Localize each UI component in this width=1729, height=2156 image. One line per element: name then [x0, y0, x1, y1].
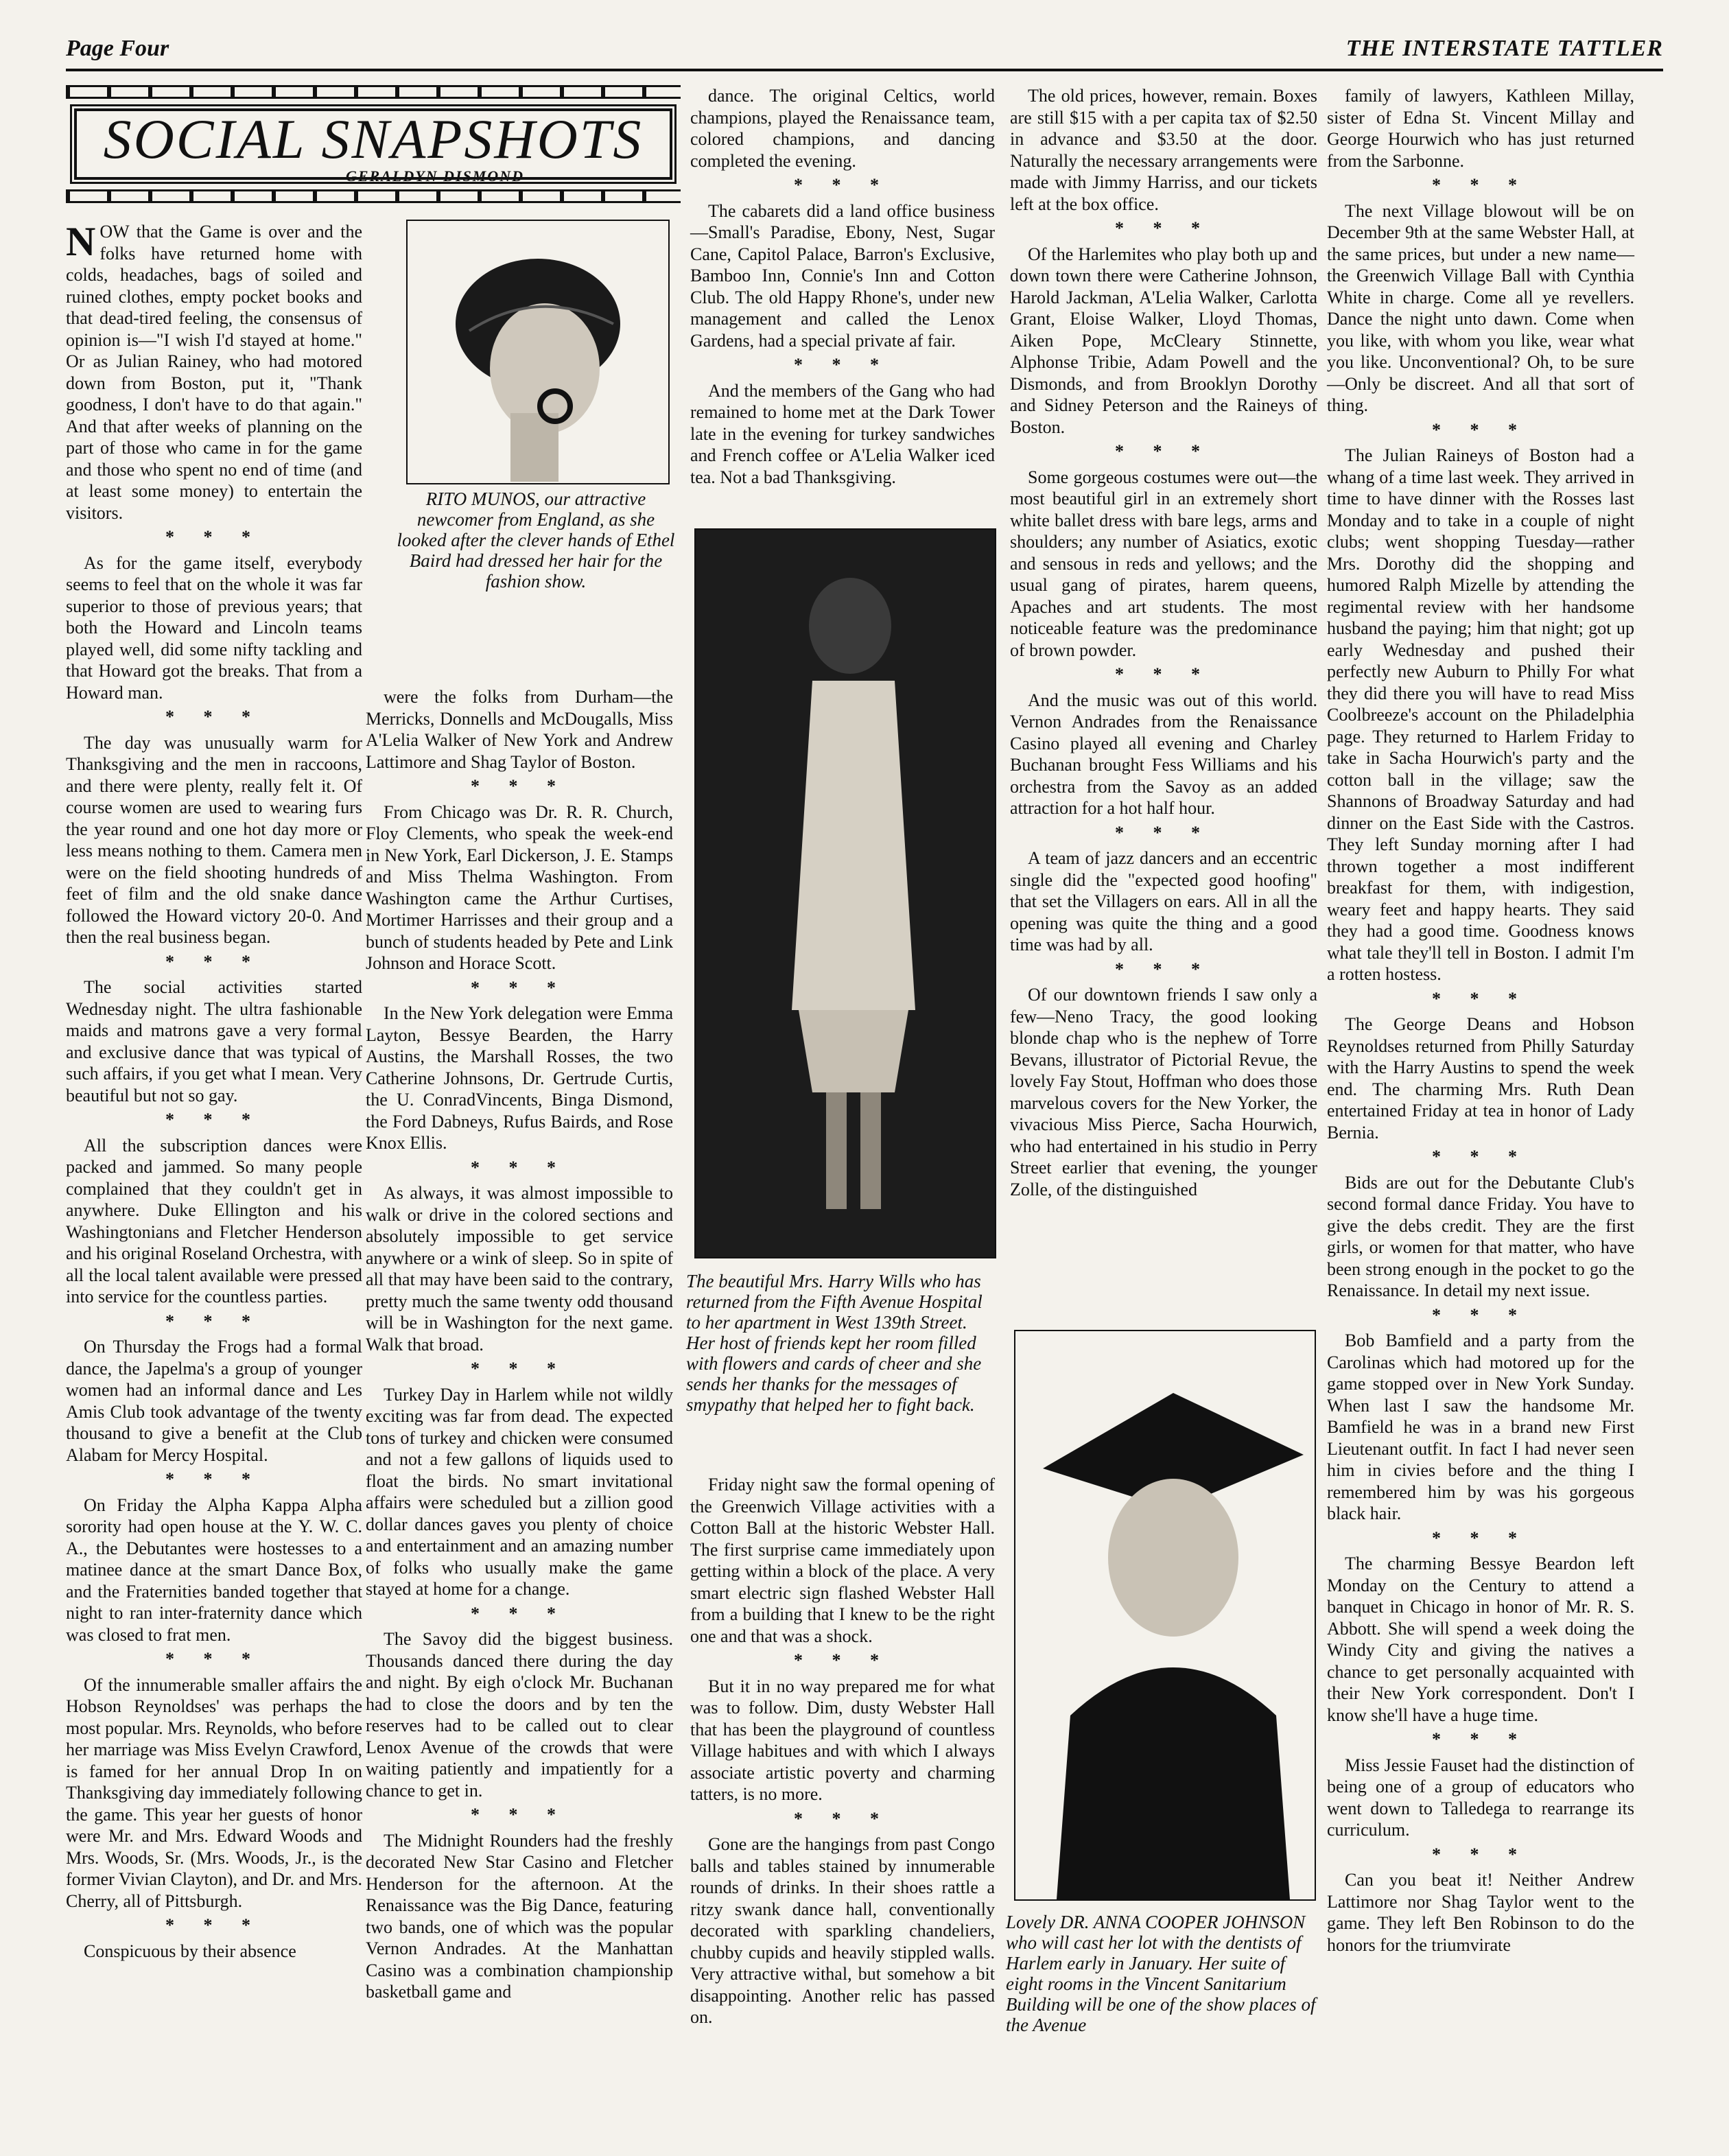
article-paragraph: On Thursday the Frogs had a formal dance, the Japelma's a group of younger women had an informal dance and Les Amis Club took advantage of the twenty thousand to give a benefit at the Club Alabam for Mercy Hospital. — [66, 1337, 362, 1465]
article-paragraph: Bob Bamfield and a party from the Carolinas which had motored up for the game stopped over in New York Sunday. When last I saw the handsome Mr. Bamfield he was in a brand new First Lieutenant outfit. In fact I had never seen him in civies before and the thing I remembered him by was his gorgeous black hair. — [1327, 1331, 1634, 1523]
article-paragraph: The social activities started Wednesday night. The ultra fashionable maids and matrons gave a very formal and exclusive dance that was typical of such affairs, if you get what I mean. Very beautiful but not so gay. — [66, 977, 362, 1105]
article-paragraph: family of lawyers, Kathleen Millay, sister of Edna St. Vincent Millay and George Hourwich who has just returned from the Sarbonne. — [1327, 86, 1634, 171]
caption-rito-munos: RITO MUNOS, our attractive newcomer from England, as she looked after the clever hands of Ethel Baird had dressed her hair for the fashion show. — [397, 489, 675, 591]
photo-anna-cooper-johnson — [1014, 1330, 1316, 1901]
article-paragraph: Of our downtown friends I saw only a few—Neno Tracy, the good looking blonde chap who is the nephew of Torre Bevans, illustrator of Pictorial Revue, the lovely Fay Stout, Hoffman who does those marvelous covers for the New Yorker, the vivacious Miss Pierce, Sacha Hourwich, who had entertained in his studio in Perry Street earlier that evening, the younger Zolle, of the distinguished — [1010, 985, 1317, 1199]
portrait-illustration — [408, 221, 668, 483]
article-paragraph: Miss Jessie Fauset had the distinction of being one of a group of educators who went down to Talledega to rearrange its curriculum. — [1327, 1755, 1634, 1840]
article-column-5 — [1327, 85, 1634, 2102]
article-paragraph: As for the game itself, everybody seems to feel that on the whole it was far superior to those of previous years; that both the Howard and Lincoln teams played well, did some nifty tackling and that Howard got the breaks. That from a Howard man. — [66, 552, 362, 703]
column-title: SOCIAL SNAPSHOTS — [103, 108, 644, 170]
section-separator: * * * — [471, 1157, 568, 1177]
section-separator: * * * — [1115, 959, 1212, 979]
section-separator: * * * — [1432, 1527, 1529, 1548]
article-paragraph: And the members of the Gang who had remained to home met at the Dark Tower late in the evening for turkey sandwiches and French coffee or A'Lelia Walker iced tea. Not a bad Thanksgiving. — [690, 380, 995, 487]
article-column-3-bottom — [690, 1474, 995, 2105]
article-paragraph: Can you beat it! Neither Andrew Lattimore nor Shag Taylor went to the game. They left Ben Robinson to do the honors for the triumvirate — [1327, 1870, 1634, 1955]
article-column-3-top — [690, 85, 995, 511]
article-column-2 — [366, 686, 673, 2100]
article-paragraph: Friday night saw the formal opening of the Greenwich Village activities with a Cotton Ball at the historic Webster Hall. The first surprise came immediately upon getting within a block of the place. A very smart electric sign flashed Webster Hall from a building that I knew to be the right one and that was a shock. — [690, 1475, 995, 1646]
section-separator: * * * — [794, 175, 891, 195]
article-paragraph: Turkey Day in Harlem while not wildly exciting was far from dead. The expected tons of turkey and chicken were consumed and not a few gallons of liquids used to float the birds. No smart invitational affairs were scheduled but a zillion good dollar dances gaves you plenty of choice and entertainment and an amazing number of folks who usually make the game stayed at home for a change. — [366, 1384, 673, 1599]
caption-anna-cooper-johnson: Lovely DR. ANNA COOPER JOHNSON who will cast her lot with the dentists of Harlem early in January. Her suite of eight rooms in the Vincent Sanitarium Building will be one of the show places of the Avenue — [1006, 1912, 1316, 2035]
section-separator: * * * — [165, 1469, 263, 1489]
photo-rito-munos — [406, 220, 670, 484]
article-paragraph: From Chicago was Dr. R. R. Church, Floy Clements, who speak the week-end in New York, Earl Dickerson, J. E. Stamps and Miss Thelma Washington. From Washington came the Arthur Curtises, Mortimer Harrisses and their group and a bunch of students headed by Pete and Link Johnson and Horace Scott. — [366, 801, 673, 973]
section-separator: * * * — [165, 1915, 263, 1935]
article-paragraph: The Savoy did the biggest business. Thousands danced there during the day and night. By eigh o'clock Mr. Buchanan had to close the doors and by ten the reserves had to be called out to clear Lenox Avenue of the crowds that were waiting patiently and impatiently for a chance to get in. — [366, 1629, 673, 1801]
page-header — [66, 36, 1663, 63]
article-paragraph: All the subscription dances were packed and jammed. So many people complained that they couldn't get in anywhere. Duke Ellington and his Washingtonians and Fletcher Henderson and his original Roseland Orchestra, with all the local talent available were pressed into service for the countless parties. — [66, 1135, 362, 1307]
article-paragraph: were the folks from Durham—the Merricks, Donnells and McDougalls, Miss A'Lelia Walker of New York and Andrew Lattimore and Shag Taylor of Boston. — [366, 687, 673, 772]
article-paragraph: The day was unusually warm for Thanksgiving and the men in raccoons, and there were plenty, really felt it. Of course women are used to wearing furs the year round and one hot day more or less means nothing to them. Camera men were on the field shooting hundreds of feet of film and the old snake dance followed the Howard victory 20-0. And then the real business began. — [66, 732, 362, 947]
section-separator: * * * — [794, 1650, 891, 1670]
section-separator: * * * — [1432, 1147, 1529, 1167]
section-separator: * * * — [1432, 1844, 1529, 1864]
article-paragraph: On Friday the Alpha Kappa Alpha sorority had open house at the Y. W. C. A., the Debutantes were hostesses to a matinee dance at the smart Dance Box, and the Fraternities banded together that night to ran inter-fraternity dance which was closed to frat men. — [66, 1495, 362, 1645]
lead-text: OW that the Game is over and the folks have returned home with colds, headaches, bags of soiled and ruined clothes, empty pocket books and that dead-tired feeling, the consensus of opinion is—"I wish I'd stayed at home." Or as Julian Rainey, who had motored down from Boston, put it, "Thank goodness, I don't have to do that again." And that after weeks of planning on the part of those who came in for the game and those who spent no end of time (and at least some money) to entertain the visitors. — [66, 222, 362, 523]
byline: GERALDYN DISMOND — [346, 167, 524, 185]
drop-cap: N — [66, 219, 96, 264]
section-separator: * * * — [1432, 988, 1529, 1009]
section-separator: * * * — [794, 1808, 891, 1829]
ornament-bottom — [66, 189, 681, 203]
section-separator: * * * — [165, 707, 263, 727]
section-separator: * * * — [471, 1805, 568, 1825]
section-separator: * * * — [1115, 218, 1212, 238]
column-masthead — [66, 85, 681, 202]
section-separator: * * * — [794, 355, 891, 375]
article-paragraph: And the music was out of this world. Vernon Andrades from the Renaissance Casino played all evening and Charley Buchanan brought Fess Williams and his orchestra from the Savoy as an added attraction for a hot half hour. — [1010, 690, 1317, 818]
section-separator: * * * — [1115, 664, 1212, 684]
article-paragraph: Of the innumerable smaller affairs the Hobson Reynoldses' was perhaps the most popular. Mrs. Reynolds, who before her marriage was Miss Evelyn Crawford, is famed for her annual Drop In on Thanksgiving day immediately following the game. This year her guests of honor were Mr. and Mrs. Edward Woods and Mrs. Woods, Sr. (Mrs. Woods, Jr., is the former Vivian Clayton), and Dr. and Mrs. Cherry, all of Pittsburgh. — [66, 1674, 362, 1911]
section-separator: * * * — [471, 1603, 568, 1624]
article-paragraph: The George Deans and Hobson Reynoldses returned from Philly Saturday with the Harry Austins to spend the week end. The charming Mrs. Ruth Dean entertained Friday at tea in honor of Lady Bernia. — [1327, 1014, 1634, 1143]
article-paragraph — [66, 221, 362, 524]
section-separator: * * * — [1115, 441, 1212, 461]
article-paragraph: The Julian Raineys of Boston had a whang of a time last week. They arrived in time to have dinner with the Rosses last Monday and to take in a couple of night clubs; went shopping Tuesday—rather Mrs. Dorothy did the shopping and humored Ralph Mizelle by attending the regimental review with her handsome husband the paying; him that night; got up early Wednesday and pushed their perfectly new Auburn to Philly For what they did there you will have to read Miss Coolbreeze's account on the Philadelphia page. They returned to Harlem Friday to take in Sacha Hourwich's party and the cotton ball in the village; saw the Shannons of Broadway Saturday and had dinner on the East Side with the Castros. They left Sunday morning after I had thrown together a most indifferent breakfast for them, with indigestion, weary feet and happy hearts. They said they had a good time. Goodness knows what tale they'll tell in Boston. I admit I'm a rotten hostess. — [1327, 445, 1634, 984]
graduate-portrait-illustration — [1015, 1331, 1315, 1899]
section-separator: * * * — [471, 977, 568, 998]
article-paragraph: Some gorgeous costumes were out—the most beautiful girl in an extremely short white ballet dress with bare legs, arms and shoulders; any number of Asiatics, exotic and sensous in reds and yellows; and the usual gang of pirates, harem queens, Apaches and art students. The most noticeable feature was the predominance of brown powder. — [1010, 467, 1317, 660]
section-separator: * * * — [165, 1110, 263, 1129]
article-paragraph: Bids are out for the Debutante Club's second formal dance Friday. You have to give the debs credit. They are the first girls, or women for that matter, who have been strong enough in the pocket to go the Renaissance. In detail my next issue. — [1327, 1172, 1634, 1300]
section-separator: * * * — [165, 951, 263, 972]
newspaper-name: THE INTERSTATE TATTLER — [1345, 36, 1663, 61]
article-paragraph: The old prices, however, remain. Boxes are still $15 with a per capita tax of $2.50 in advance and $3.50 at the door. Naturally the necessary arrangements were made with Jimmy Harriss, and our tickets left at the box office. — [1010, 86, 1317, 214]
article-paragraph: The cabarets did a land office business—Small's Paradise, Ebony, Nest, Sugar Cane, Capitol Palace, Barron's Exclusive, Bamboo Inn, Connie's Inn and Cotton Club. The old Happy Rhone's, under new management and called the Lenox Gardens, had a special private af fair. — [690, 200, 995, 351]
article-paragraph: A team of jazz dancers and an eccentric single did the "expected good hoofing" that set the Villagers on ears. All in all the opening was quite the thing and a good time was had by all. — [1010, 848, 1317, 954]
header-rule — [66, 69, 1663, 71]
photo-mrs-harry-wills — [694, 528, 996, 1258]
page-number: Page Four — [66, 36, 169, 61]
article-paragraph: Conspicuous by their absence — [84, 1941, 296, 1961]
standing-figure-illustration — [696, 530, 995, 1257]
section-separator: * * * — [1432, 1304, 1529, 1325]
article-paragraph: But it in no way prepared me for what was to follow. Dim, dusty Webster Hall that has been the playground of countless Village habitues and with which I always associate artistic poverty and charming tatters, is no more. — [690, 1676, 995, 1804]
article-paragraph: As always, it was almost impossible to walk or drive in the colored sections and absolutely impossible to get service anywhere or a wink of sleep. So in spite of all that may have been said to the contrary, pretty much the same twenty odd thousand will be in Washington for the next game. Walk that broad. — [366, 1183, 673, 1355]
article-paragraph: The Midnight Rounders had the freshly decorated New Star Casino and Fletcher Henderson for the afternoon. At the Renaissance was the Big Dance, featuring two bands, one of which was the popular Vernon Andrades. At the Manhattan Casino was a combination championship basketball game and — [366, 1830, 673, 2002]
section-separator: * * * — [1432, 419, 1529, 440]
article-paragraph: The next Village blowout will be on December 9th at the same Webster Hall, at the same prices, but under a new name—the Greenwich Village Ball with Cynthia White in charge. Come all ye revellers. Dance the night unto dawn. Come when you like, with whom you like, wear what you like. Unconventional? Oh, to be sure—Only be discreet. And all that sort of thing. — [1327, 200, 1634, 415]
article-paragraph: The charming Bessye Beardon left Monday on the Century to attend a banquet in Chicago in honor of Mr. R. S. Abbott. She will spend a week doing the Windy City and giving the natives a chance to get personally acquainted with their New York correspondent. Don't I know she'll have a huge time. — [1327, 1554, 1634, 1725]
section-separator: * * * — [1432, 1729, 1529, 1749]
article-paragraph: dance. The original Celtics, world champions, played the Renaissance team, colored champions, and dancing completed the evening. — [690, 86, 995, 171]
article-column-4 — [1010, 85, 1317, 1313]
caption-mrs-harry-wills: The beautiful Mrs. Harry Wills who has returned from the Fifth Avenue Hospital to her apartment in West 139th Street. Her host of friends kept her room filled with flowers and cards of cheer and she sends her thanks for the messages of smypathy that helped her to fight back. — [686, 1271, 983, 1415]
article-paragraph: Gone are the hangings from past Congo balls and tables stained by innumerable rounds of drinks. In their shoes rattle a ritzy swank dance hall, conventionally decorated with sparkling chandeliers, chubby cupids and heavily stippled walls. Very attractive withal, but somehow a bit disappointing. Another relic has passed on. — [690, 1834, 995, 2027]
section-separator: * * * — [471, 1359, 568, 1379]
article-paragraph: Of the Harlemites who play both up and down town there were Catherine Johnson, Harold Jackman, A'Lelia Walker, Carlotta Grant, Eloise Walker, Lloyd Thomas, Aiken Pope, McCleary Stinnette, Alphonse Tribie, Adam Powell and the Dismonds, and from Brooklyn Dorothy and Sidney Peterson and the Raineys of Boston. — [1010, 244, 1317, 437]
section-separator: * * * — [165, 1311, 263, 1331]
section-separator: * * * — [1115, 822, 1212, 843]
article-column-1 — [66, 221, 362, 2074]
section-separator: * * * — [165, 1649, 263, 1669]
masthead-box — [74, 108, 672, 185]
section-separator: * * * — [165, 527, 263, 547]
section-separator: * * * — [1432, 175, 1529, 195]
ornament-top — [66, 85, 681, 99]
section-separator: * * * — [471, 776, 568, 796]
article-paragraph: In the New York delegation were Emma Layton, Bessye Bearden, the Harry Austins, the Marshall Rosses, the two Catherine Johnsons, Dr. Gertrude Curtis, the U. ConradVincents, Binga Dismond, the Ford Dabneys, Rufus Bairds, and Rose Knox Ellis. — [366, 1003, 673, 1153]
